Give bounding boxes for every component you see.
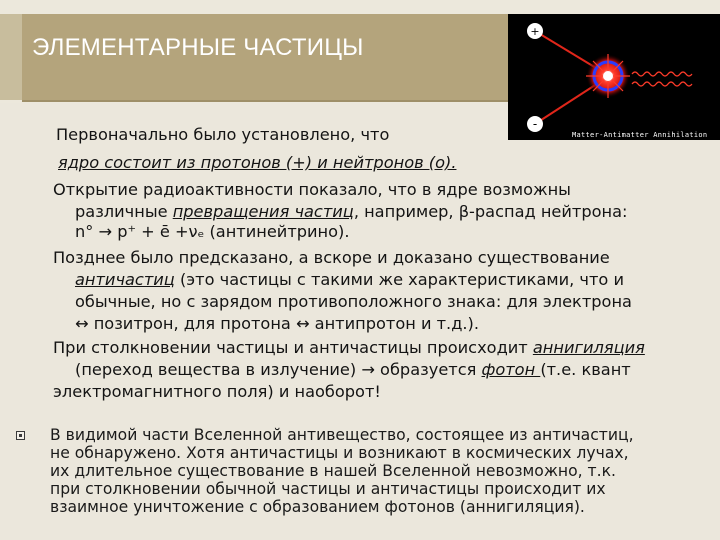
title-left-stripe (0, 14, 22, 100)
slide-title: ЭЛЕМЕНТАРНЫЕ ЧАСТИЦЫ (32, 34, 364, 61)
body-line-7 (75, 270, 624, 290)
body-line-8: обычные, но с зарядом противоположного знака: для электрона (75, 292, 632, 311)
body-line-11 (75, 360, 631, 380)
body-line-4-a: различные (75, 202, 173, 221)
photon-wave-upper (632, 72, 692, 76)
body-line-6: Позднее было предсказано, а вскоре и доказано существование (53, 248, 610, 267)
body-line-7-b: (это частицы с такими же характеристиками, что и (174, 270, 624, 289)
bullet-line-1: В видимой части Вселенной антивещество, состоящее из античастиц, (50, 426, 634, 444)
body-line-11-a: (переход вещества в излучение) → образуется (75, 360, 482, 379)
bullet-line-5: взаимное уничтожение с образованием фотонов (аннигиляция). (50, 498, 585, 516)
image-caption: Matter-Antimatter Annihilation (572, 131, 708, 139)
body-line-2: ядро состоит из протонов (+) и нейтронов (о). (58, 153, 457, 172)
body-line-4 (75, 202, 627, 222)
minus-sign: - (532, 117, 538, 131)
photon-wave-lower (632, 82, 692, 86)
plus-sign: + (530, 25, 540, 38)
title-rule (22, 100, 508, 102)
body-line-11-c: (т.е. квант (540, 360, 631, 379)
bullet-square-icon (16, 431, 25, 440)
body-line-3: Открытие радиоактивности показало, что в ядре возможны (53, 180, 571, 199)
term-photon: фотон (481, 360, 541, 379)
body-line-10 (53, 338, 645, 358)
body-line-12: электромагнитного поля) и наоборот! (53, 382, 381, 401)
body-line-1: Первоначально было установлено, что (56, 125, 390, 144)
annihilation-image (508, 14, 720, 140)
body-line-9: ↔ позитрон, для протона ↔ антипротон и т.д.). (75, 314, 479, 333)
term-antiparticles: античастиц (75, 270, 175, 289)
term-annihilation: аннигиляция (532, 338, 645, 357)
term-transformations: превращения частиц (172, 202, 354, 221)
body-line-10-a: При столкновении частицы и античастицы происходит (53, 338, 533, 357)
body-line-4-c: , например, β-распад нейтрона: (353, 202, 628, 221)
beta-decay-formula: n° → p⁺ + ē +νₑ (антинейтрино). (75, 222, 350, 241)
bullet-paragraph (50, 426, 710, 516)
bullet-line-4: при столкновении обычной частицы и античастицы происходит их (50, 480, 606, 498)
bullet-line-2: не обнаружено. Хотя античастицы и возникают в космических лучах, (50, 444, 629, 462)
bullet-line-3: их длительное существование в нашей Вселенной невозможно, т.к. (50, 462, 616, 480)
flash-core (603, 71, 613, 81)
annihilation-illustration (508, 14, 720, 140)
